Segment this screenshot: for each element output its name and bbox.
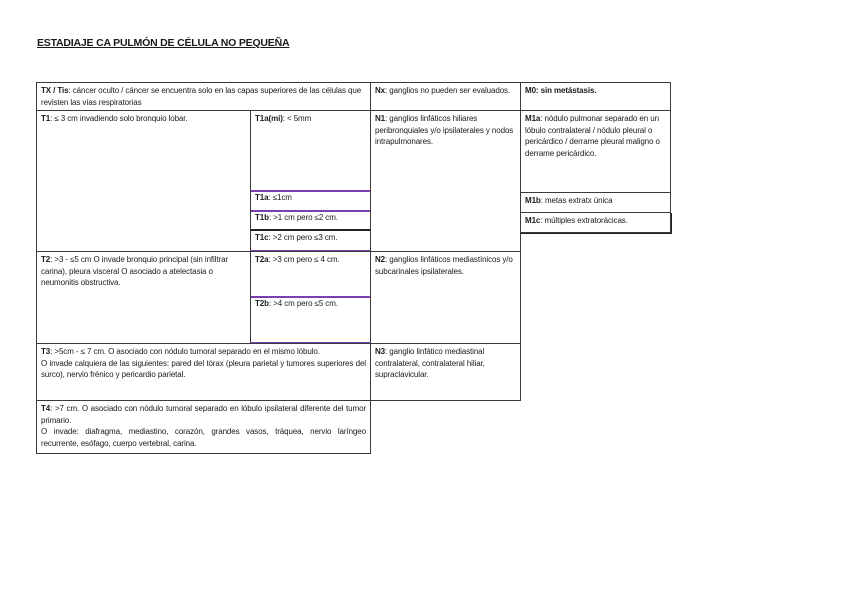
label-t3: T3 <box>41 347 51 356</box>
label-t1a-mi: T1a <box>255 114 269 123</box>
text-t1c: : >2 cm pero ≤3 cm. <box>268 233 338 242</box>
text-t1b: : >1 cm pero ≤2 cm. <box>268 213 338 222</box>
text-t2: : >3 - ≤5 cm O invade bronquio principal (sin infiltrar carina), pleura visceral O asociado a atelectasia o neumonitis obstructiva. <box>41 255 229 287</box>
cell-m0 <box>520 82 671 111</box>
cell-n1 <box>370 110 521 252</box>
cell-m1a <box>520 110 671 193</box>
cell-t2b <box>250 296 371 344</box>
label-t1b: T1b <box>255 213 269 222</box>
text-t2b: : >4 cm pero ≤5 cm. <box>268 299 338 308</box>
text-t3-line1: : >5cm - ≤ 7 cm. O asociado con nódulo tumoral separado en el mismo lóbulo. <box>50 347 320 356</box>
text-n2: : ganglios linfáticos mediastínicos y/o subcarinales ipsilaterales. <box>375 255 513 276</box>
cell-t2a <box>250 251 371 298</box>
text-t3-line2: O invade calquiera de las siguientes: pared del tórax (pleura parietal y tumores superiores del surco), nervio frénico y pericardio parietal. <box>41 358 366 379</box>
text-m0: : sin metástasis. <box>535 86 597 95</box>
label-m1a: M1a <box>525 114 541 123</box>
label-n2: N2 <box>375 255 386 264</box>
label-m1c: M1c <box>525 216 541 225</box>
cell-t1b <box>250 210 371 231</box>
label-t1a: T1a <box>255 193 269 202</box>
label-n1: N1 <box>375 114 386 123</box>
text-tx: : cáncer oculto / cáncer se encuentra solo en las capas superiores de las células que revisten las vías respiratorias <box>41 86 362 107</box>
text-t2a: : >3 cm pero ≤ 4 cm. <box>268 255 340 264</box>
label-t2a: T2a <box>255 255 269 264</box>
text-t1: : ≤ 3 cm invadiendo solo bronquio lobar. <box>50 114 188 123</box>
page-title: ESTADIAJE CA PULMÓN DE CÉLULA NO PEQUEÑA <box>37 37 290 49</box>
label-m1b: M1b <box>525 196 541 205</box>
cell-n3 <box>370 343 521 401</box>
cell-t1 <box>36 110 251 252</box>
cell-t1c <box>250 230 371 252</box>
label-m0: M0 <box>525 86 536 95</box>
text-t1a-mi: : < 5mm <box>282 114 312 123</box>
label-tx: TX / Tis <box>41 86 69 95</box>
label-n3: N3 <box>375 347 386 356</box>
label-t4: T4 <box>41 404 51 413</box>
cell-n2 <box>370 251 521 344</box>
cell-t1a <box>250 190 371 212</box>
cell-t3 <box>36 343 371 401</box>
text-t4-line1: : >7 cm. O asociado con nódulo tumoral separado en lóbulo ipsilateral diferente del tumor primario. <box>41 404 366 425</box>
cell-nx <box>370 82 521 111</box>
cell-t1a-mi <box>250 110 371 192</box>
text-m1c: : múltiples extratorácicas. <box>540 216 628 225</box>
label-nx: Nx <box>375 86 386 95</box>
text-n1: : ganglios linfáticos hiliares peribronquiales y/o ipsilaterales y nodos intrapulmonares. <box>375 114 514 146</box>
label-t1a-mi-suffix: (mi) <box>268 114 283 123</box>
text-m1b: : metas extratx única <box>540 196 613 205</box>
label-t2b: T2b <box>255 299 269 308</box>
label-t1c: T1c <box>255 233 269 242</box>
cell-t4 <box>36 400 371 454</box>
text-t4-line2: O invade: diafragma, mediastino, corazón, grandes vasos, tráquea, nervio laríngeo recurrente, esófago, cuerpo vertebral, carina. <box>41 427 366 448</box>
text-m1a: : nódulo pulmonar separado en un lóbulo contralateral / nódulo pleural o pericárdico / derrame pleural maligno o derrame pericárdico. <box>525 114 660 158</box>
cell-tx <box>36 82 371 111</box>
text-n3: : ganglio linfático mediastinal contralateral, contralateral hiliar, supraclavicular. <box>375 347 485 379</box>
label-t1: T1 <box>41 114 51 123</box>
cell-m1b <box>520 192 671 213</box>
text-nx: : ganglios no pueden ser evaluados. <box>385 86 511 95</box>
label-t2: T2 <box>41 255 51 264</box>
cell-t2 <box>36 251 251 344</box>
text-t1a: : ≤1cm <box>268 193 292 202</box>
cell-m1c <box>520 212 671 233</box>
